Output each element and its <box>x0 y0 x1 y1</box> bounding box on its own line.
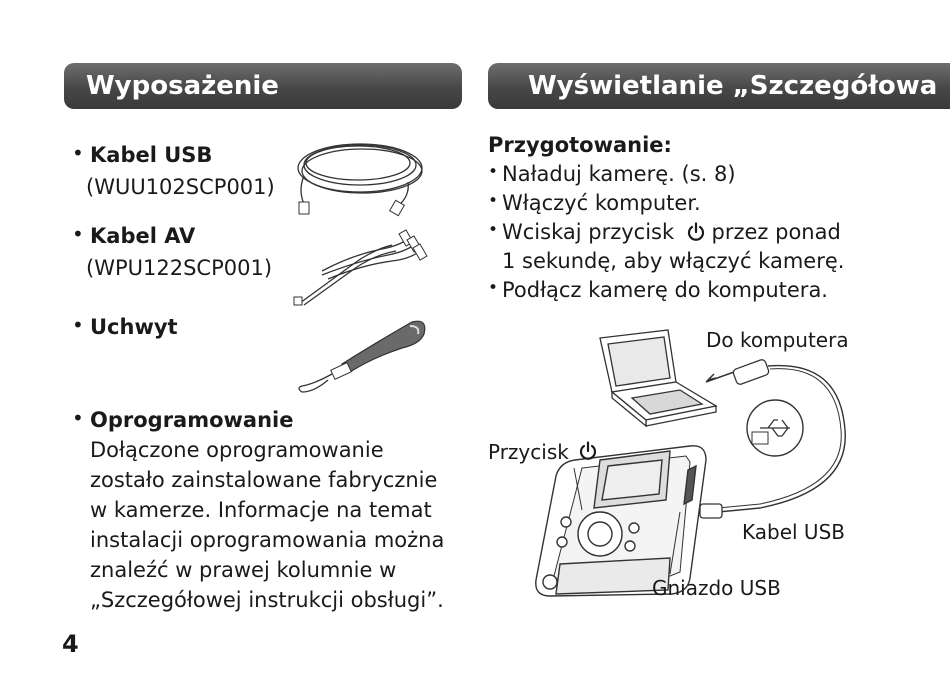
heading-text: Wyposażenie <box>86 71 279 101</box>
bullet-icon: • <box>72 222 84 246</box>
usb-cable-illustration <box>290 130 430 220</box>
list-item-text: Naładuj kamerę. (s. 8) <box>502 162 736 186</box>
description-line: „Szczegółowej instrukcji obsługi”. <box>90 588 444 612</box>
power-icon <box>687 222 705 242</box>
accessory-title: Kabel AV <box>90 224 196 248</box>
label-text: Przycisk <box>488 440 569 464</box>
label-to-computer: Do komputera <box>706 328 849 352</box>
av-cable-illustration <box>292 225 432 307</box>
list-item <box>488 160 844 189</box>
bullet-icon: • <box>488 191 499 211</box>
accessory-title: Oprogramowanie <box>90 408 294 432</box>
page-number: 4 <box>62 630 79 658</box>
accessory-title: Uchwyt <box>90 315 178 339</box>
bullet-icon: • <box>488 162 499 182</box>
list-item-text-tail: przez ponad <box>704 220 841 244</box>
description-line: Dołączone oprogramowanie <box>90 438 384 462</box>
laptop-illustration <box>600 330 716 426</box>
description-line: znaleźć w prawej kolumnie w <box>90 558 397 582</box>
accessory-code: (WUU102SCP001) <box>86 175 275 199</box>
accessory-code: (WPU122SCP001) <box>86 256 273 280</box>
label-usb-socket: Gniazdo USB <box>652 576 781 600</box>
preparation-list <box>488 160 844 305</box>
description-line: w kamerze. Informacje na temat <box>90 498 432 522</box>
list-item-text: Włączyć komputer. <box>502 191 701 215</box>
section-heading-detailed-manual <box>488 63 950 109</box>
camera-illustration <box>536 446 706 596</box>
label-power-button <box>488 440 597 464</box>
bullet-icon: • <box>488 278 499 298</box>
preparation-title: Przygotowanie: <box>488 133 672 157</box>
bullet-icon: • <box>488 220 499 240</box>
list-item-text: Podłącz kamerę do komputera. <box>502 278 828 302</box>
list-item <box>488 218 844 247</box>
software-description <box>90 435 460 615</box>
bullet-icon: • <box>72 313 84 337</box>
description-line: zostało zainstalowane fabrycznie <box>90 468 438 492</box>
accessory-title: Kabel USB <box>90 143 213 167</box>
list-item-continuation: 1 sekundę, aby włączyć kamerę. <box>502 249 845 273</box>
section-heading-accessories <box>64 63 462 109</box>
usb-icon <box>747 400 803 456</box>
strap-illustration <box>292 314 432 394</box>
list-item <box>488 189 844 218</box>
label-usb-cable: Kabel USB <box>742 520 845 544</box>
list-item-text: Wciskaj przycisk <box>502 220 675 244</box>
bullet-icon: • <box>72 141 84 165</box>
bullet-icon: • <box>72 406 84 430</box>
heading-text: Wyświetlanie „Szczegółowa <box>528 71 938 101</box>
description-line: instalacji oprogramowania można <box>90 528 445 552</box>
power-icon <box>579 441 597 461</box>
connection-diagram <box>520 320 860 610</box>
list-item <box>488 276 844 305</box>
